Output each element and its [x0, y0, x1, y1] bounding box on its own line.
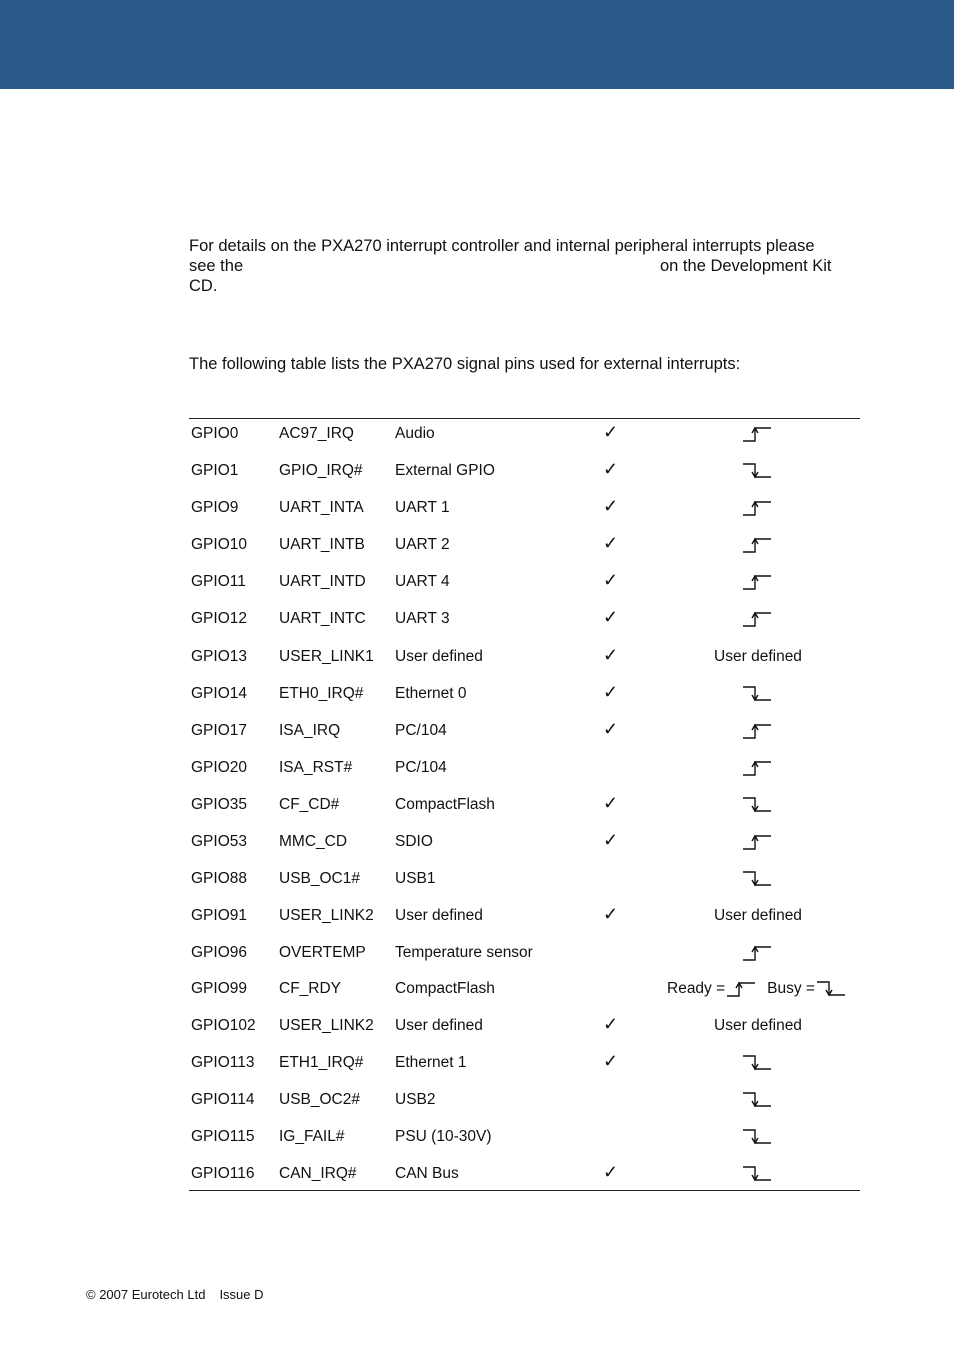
table-row — [0, 645, 954, 685]
checkmark-cell — [603, 904, 618, 925]
trigger-cell — [640, 1053, 876, 1073]
function-cell: UART 1 — [395, 499, 450, 516]
function-cell: UART 3 — [395, 610, 450, 627]
signal-cell: GPIO_IRQ# — [279, 462, 363, 479]
ready-label: Ready = — [667, 980, 726, 998]
trigger-cell — [640, 795, 876, 815]
checkmark-icon: ✓ — [603, 459, 619, 479]
checkmark-cell — [603, 459, 618, 480]
trigger-cell — [640, 721, 876, 741]
checkmark-cell — [603, 607, 618, 628]
function-cell: User defined — [395, 907, 483, 924]
gpio-cell: GPIO14 — [191, 685, 247, 702]
signal-cell: USB_OC2# — [279, 1091, 360, 1108]
trigger-cell — [640, 758, 876, 778]
signal-cell: ISA_IRQ — [279, 722, 341, 739]
checkmark-icon: ✓ — [603, 645, 619, 665]
gpio-cell: GPIO88 — [191, 870, 247, 887]
rising-edge-icon — [725, 979, 759, 999]
gpio-cell: GPIO53 — [191, 833, 247, 850]
gpio-cell: GPIO9 — [191, 499, 239, 516]
signal-cell: AC97_IRQ — [279, 425, 354, 442]
table-row — [0, 944, 954, 981]
rising-edge-icon — [741, 758, 775, 778]
checkmark-icon: ✓ — [603, 1014, 619, 1034]
function-cell: CompactFlash — [395, 796, 495, 813]
checkmark-icon: ✓ — [603, 1162, 619, 1182]
falling-edge-icon — [815, 979, 849, 999]
intro-line-2-left: see the — [189, 257, 244, 275]
signal-cell: CF_RDY — [279, 980, 342, 997]
gpio-cell: GPIO35 — [191, 796, 247, 813]
trigger-cell — [640, 1164, 876, 1184]
table-row — [0, 459, 954, 499]
table-row — [0, 496, 954, 536]
gpio-cell: GPIO11 — [191, 573, 246, 590]
checkmark-cell — [603, 1014, 618, 1035]
function-cell: UART 4 — [395, 573, 450, 590]
trigger-cell — [640, 609, 876, 629]
trigger-cell — [640, 979, 876, 999]
signal-cell: UART_INTC — [279, 610, 366, 627]
checkmark-cell — [603, 1051, 618, 1072]
footer-copyright: © 2007 Eurotech Ltd — [86, 1287, 206, 1302]
rising-edge-icon — [741, 535, 775, 555]
header-band — [0, 0, 954, 89]
falling-edge-icon — [741, 869, 775, 889]
gpio-cell: GPIO1 — [191, 462, 239, 479]
checkmark-icon: ✓ — [603, 719, 619, 739]
checkmark-cell — [603, 830, 618, 851]
checkmark-cell — [603, 533, 618, 554]
function-cell: USB1 — [395, 870, 436, 887]
rising-edge-icon — [741, 832, 775, 852]
gpio-cell: GPIO12 — [191, 610, 247, 627]
table-row — [0, 870, 954, 907]
signal-cell: ETH1_IRQ# — [279, 1054, 364, 1071]
function-cell: UART 2 — [395, 536, 450, 553]
checkmark-cell — [603, 645, 618, 666]
function-cell: Ethernet 1 — [395, 1054, 467, 1071]
gpio-cell: GPIO102 — [191, 1017, 256, 1034]
checkmark-cell — [603, 793, 618, 814]
signal-cell: CF_CD# — [279, 796, 340, 813]
trigger-text: User defined — [714, 907, 802, 924]
trigger-cell — [640, 1017, 876, 1035]
table-row — [0, 607, 954, 647]
trigger-cell — [640, 832, 876, 852]
table-row — [0, 759, 954, 796]
trigger-cell — [640, 498, 876, 518]
busy-label: Busy = — [767, 980, 815, 998]
function-cell: User defined — [395, 1017, 483, 1034]
gpio-cell: GPIO13 — [191, 648, 247, 665]
gpio-cell: GPIO17 — [191, 722, 247, 739]
table-row — [0, 1014, 954, 1054]
falling-edge-icon — [741, 1090, 775, 1110]
checkmark-icon: ✓ — [603, 570, 619, 590]
table-row — [0, 793, 954, 833]
function-cell: PC/104 — [395, 759, 447, 776]
trigger-text: User defined — [714, 648, 802, 665]
function-cell: Audio — [395, 425, 435, 442]
rising-edge-icon — [741, 609, 775, 629]
checkmark-cell — [603, 1162, 618, 1183]
checkmark-icon: ✓ — [603, 793, 619, 813]
table-row — [0, 422, 954, 462]
falling-edge-icon — [741, 1053, 775, 1073]
checkmark-icon: ✓ — [603, 830, 619, 850]
checkmark-icon: ✓ — [603, 607, 619, 627]
intro-line-2 — [189, 256, 869, 276]
signal-cell: ISA_RST# — [279, 759, 353, 776]
function-cell: Temperature sensor — [395, 944, 533, 961]
gpio-cell: GPIO99 — [191, 980, 247, 997]
table-row — [0, 904, 954, 944]
footer-issue: Issue D — [219, 1287, 264, 1302]
table-row — [0, 1162, 954, 1202]
gpio-cell: GPIO91 — [191, 907, 247, 924]
signal-cell: CAN_IRQ# — [279, 1165, 357, 1182]
intro-line-1: For details on the PXA270 interrupt controller and internal peripheral interrupts please — [189, 237, 815, 255]
table-bottom-rule — [189, 1190, 860, 1191]
rising-edge-icon — [741, 498, 775, 518]
rising-edge-icon — [741, 424, 775, 444]
trigger-cell — [640, 1090, 876, 1110]
table-row — [0, 570, 954, 610]
checkmark-icon: ✓ — [603, 904, 619, 924]
function-cell: External GPIO — [395, 462, 495, 479]
function-cell: PSU (10-30V) — [395, 1128, 492, 1145]
signal-cell: ETH0_IRQ# — [279, 685, 364, 702]
checkmark-cell — [603, 422, 618, 443]
table-row — [0, 682, 954, 722]
trigger-cell — [640, 535, 876, 555]
trigger-text: User defined — [714, 1017, 802, 1034]
table-row — [0, 1091, 954, 1128]
table-top-rule — [189, 418, 860, 419]
gpio-cell: GPIO0 — [191, 425, 239, 442]
falling-edge-icon — [741, 1127, 775, 1147]
table-row — [0, 533, 954, 573]
trigger-cell — [640, 461, 876, 481]
gpio-cell: GPIO10 — [191, 536, 247, 553]
gpio-cell: GPIO114 — [191, 1091, 255, 1108]
gpio-cell: GPIO20 — [191, 759, 247, 776]
gpio-cell: GPIO96 — [191, 944, 247, 961]
table-intro-paragraph: The following table lists the PXA270 signal pins used for external interrupts: — [189, 355, 741, 373]
falling-edge-icon — [741, 1164, 775, 1184]
signal-cell: USER_LINK2 — [279, 907, 374, 924]
trigger-cell — [640, 869, 876, 889]
checkmark-icon: ✓ — [603, 422, 619, 442]
checkmark-cell — [603, 682, 618, 703]
signal-cell: OVERTEMP — [279, 944, 366, 961]
checkmark-cell — [603, 719, 618, 740]
intro-line-2-right: on the Development Kit — [660, 257, 832, 275]
signal-cell: UART_INTD — [279, 573, 366, 590]
table-row — [0, 1051, 954, 1091]
rising-edge-icon — [741, 943, 775, 963]
function-cell: PC/104 — [395, 722, 447, 739]
function-cell: Ethernet 0 — [395, 685, 467, 702]
signal-cell: USER_LINK2 — [279, 1017, 374, 1034]
function-cell: SDIO — [395, 833, 433, 850]
trigger-cell — [640, 684, 876, 704]
intro-paragraph — [189, 236, 869, 296]
trigger-cell — [640, 424, 876, 444]
falling-edge-icon — [741, 684, 775, 704]
checkmark-cell — [603, 496, 618, 517]
function-cell: CompactFlash — [395, 980, 495, 997]
trigger-cell — [640, 943, 876, 963]
function-cell: USB2 — [395, 1091, 436, 1108]
footer — [86, 1287, 264, 1302]
trigger-cell — [640, 572, 876, 592]
trigger-cell — [640, 1127, 876, 1147]
signal-cell: UART_INTA — [279, 499, 364, 516]
trigger-cell — [640, 648, 876, 666]
table-row — [0, 1128, 954, 1165]
signal-cell: USER_LINK1 — [279, 648, 374, 665]
falling-edge-icon — [741, 795, 775, 815]
gpio-cell: GPIO113 — [191, 1054, 255, 1071]
falling-edge-icon — [741, 461, 775, 481]
rising-edge-icon — [741, 572, 775, 592]
signal-cell: IG_FAIL# — [279, 1128, 345, 1145]
function-cell: User defined — [395, 648, 483, 665]
checkmark-cell — [603, 570, 618, 591]
table-row — [0, 980, 954, 1017]
function-cell: CAN Bus — [395, 1165, 459, 1182]
checkmark-icon: ✓ — [603, 1051, 619, 1071]
signal-cell: UART_INTB — [279, 536, 365, 553]
rising-edge-icon — [741, 721, 775, 741]
table-row — [0, 830, 954, 870]
gpio-cell: GPIO115 — [191, 1128, 255, 1145]
intro-line-3: CD. — [189, 277, 218, 295]
table-row — [0, 719, 954, 759]
checkmark-icon: ✓ — [603, 496, 619, 516]
checkmark-icon: ✓ — [603, 682, 619, 702]
signal-cell: USB_OC1# — [279, 870, 360, 887]
checkmark-icon: ✓ — [603, 533, 619, 553]
trigger-cell — [640, 907, 876, 925]
gpio-cell: GPIO116 — [191, 1165, 255, 1182]
signal-cell: MMC_CD — [279, 833, 348, 850]
